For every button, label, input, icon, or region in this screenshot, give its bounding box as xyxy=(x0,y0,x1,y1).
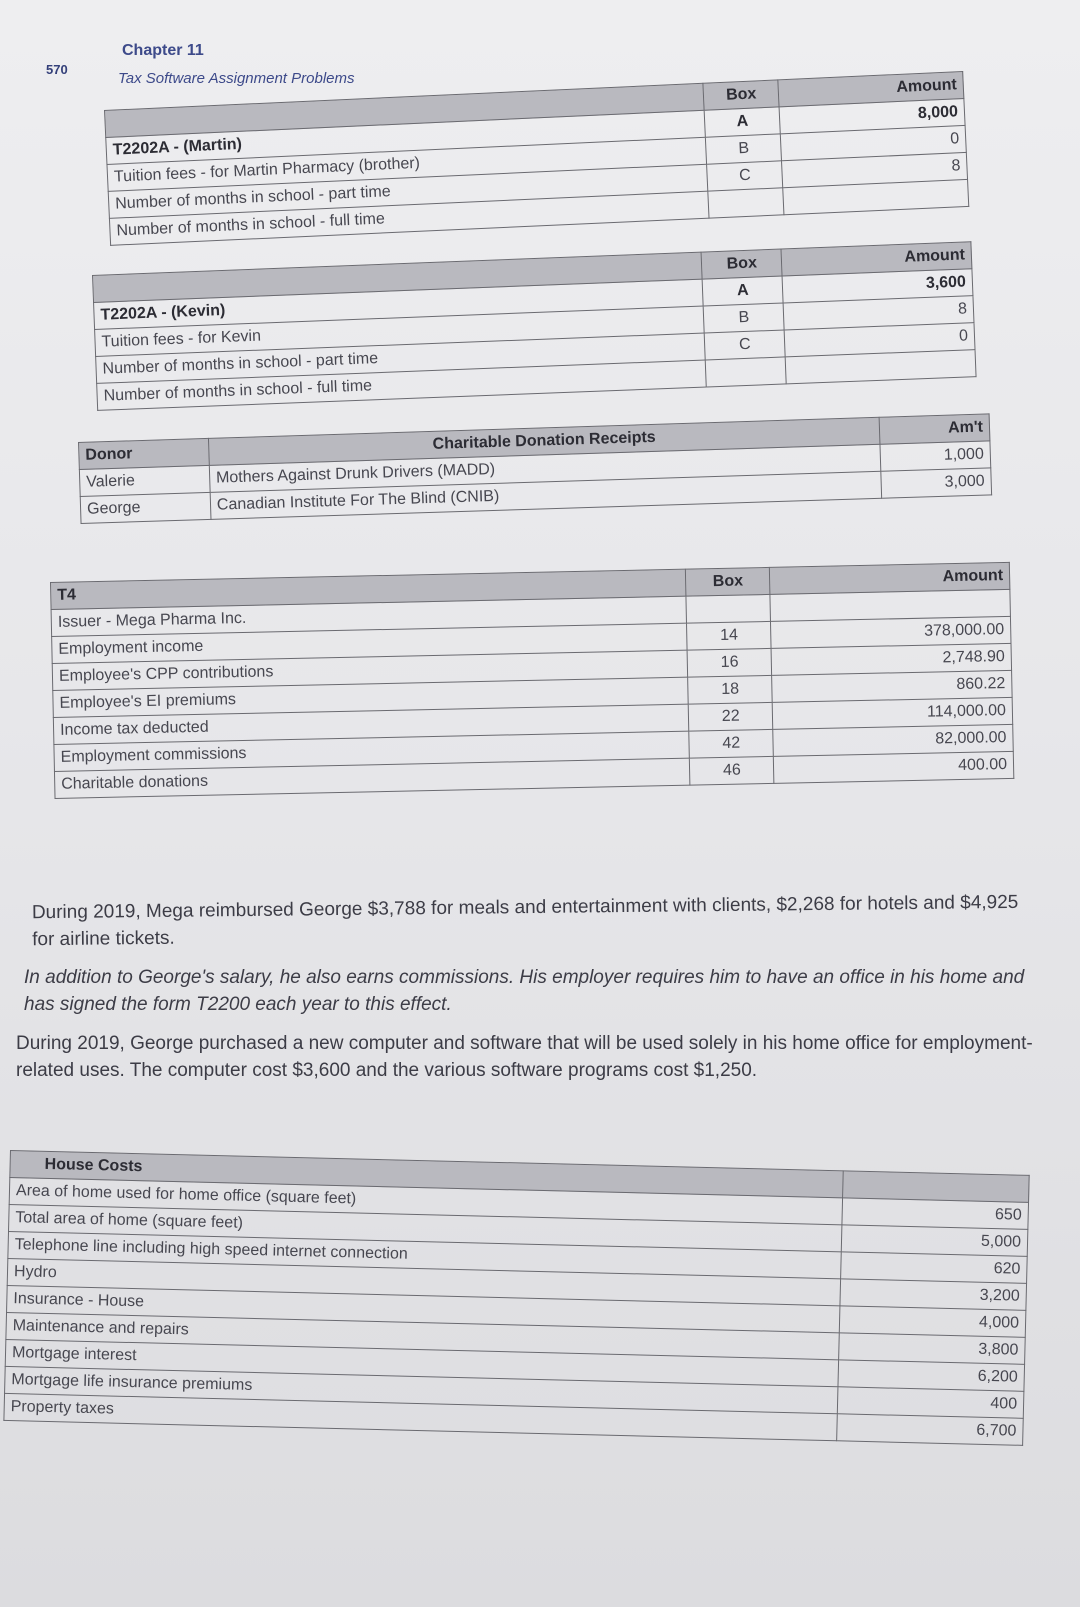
box-cell: B xyxy=(703,303,784,333)
donor-cell: Valerie xyxy=(79,465,210,496)
amount-cell: 0 xyxy=(781,125,967,160)
row-label: Tuition fees - for Kevin xyxy=(95,306,705,356)
paragraph-commissions: In addition to George's salary, he also earns commissions. His employer requires him to have an office in his home and has signed the form T2200 each year to this effect. xyxy=(24,967,1025,1015)
amount-cell: 3,000 xyxy=(881,468,992,498)
amount-cell: 0 xyxy=(784,323,975,357)
amount-cell: 4,000 xyxy=(840,1306,1026,1338)
organization-cell: Canadian Institute For The Blind (CNIB) xyxy=(210,471,882,519)
box-header: Box xyxy=(703,80,779,110)
amount-cell: 6,700 xyxy=(837,1414,1023,1446)
t4-table xyxy=(50,562,1014,799)
amount-cell: 8 xyxy=(783,296,974,330)
amount-cell: 114,000.00 xyxy=(772,697,1012,729)
page-number: 570 xyxy=(46,62,68,77)
issuer-cell: Issuer - Mega Pharma Inc. xyxy=(51,596,687,636)
amount-cell: 5,000 xyxy=(841,1225,1027,1257)
amount-cell: 400.00 xyxy=(774,751,1014,783)
amount-cell: 1,000 xyxy=(880,441,991,471)
donor-cell: George xyxy=(80,492,211,523)
row-label: Income tax deducted xyxy=(53,704,689,744)
t2202a-martin-table xyxy=(104,71,969,246)
box-cell: 16 xyxy=(687,648,771,677)
section-subtitle: Tax Software Assignment Problems xyxy=(118,70,355,87)
row-label: Insurance - House xyxy=(7,1285,841,1332)
t2202a-kevin-table xyxy=(92,241,977,411)
row-label: Mortgage life insurance premiums xyxy=(5,1366,839,1413)
organization-cell: Mothers Against Drunk Drivers (MADD) xyxy=(209,444,881,492)
box-header: Box xyxy=(686,567,770,596)
row-label: Property taxes xyxy=(4,1393,838,1440)
paragraph-computer-purchase: During 2019, George purchased a new computer and software that will be used solely in his home office for employment-related uses. The computer cost $3,600 and the various software programs cost $1,250. xyxy=(16,1033,1033,1081)
row-label: Maintenance and repairs xyxy=(6,1312,840,1359)
amount-cell: 3,200 xyxy=(840,1279,1026,1311)
box-cell: 14 xyxy=(687,621,771,650)
amount-cell: 82,000.00 xyxy=(773,724,1013,756)
row-label: Employee's CPP contributions xyxy=(52,650,688,690)
box-cell: 46 xyxy=(690,756,774,785)
box-cell: A xyxy=(704,107,780,137)
box-cell: 18 xyxy=(688,675,772,704)
amount-cell: 860.22 xyxy=(772,670,1012,702)
row-label: Number of months in school - part time xyxy=(108,164,708,218)
empty-cell xyxy=(706,357,787,387)
amount-cell: 6,200 xyxy=(838,1360,1024,1392)
amount-cell: 8,000 xyxy=(779,98,965,133)
amount-cell: 8 xyxy=(782,152,968,187)
row-label: Number of months in school - full time xyxy=(97,360,707,410)
house-costs-title: House Costs xyxy=(10,1151,844,1198)
chapter-title: Chapter 11 xyxy=(122,42,204,59)
amount-cell: 3,600 xyxy=(782,269,973,303)
row-label: Area of home used for home office (square feet) xyxy=(9,1178,843,1225)
amount-cell: 400 xyxy=(838,1387,1024,1419)
amount-header: Am't xyxy=(879,414,990,444)
row-label: Number of months in school - part time xyxy=(96,333,706,383)
row-label: Mortgage interest xyxy=(5,1339,839,1386)
amount-header: Amount xyxy=(778,72,964,107)
receipts-header: Charitable Donation Receipts xyxy=(208,417,880,465)
row-label: Employee's EI premiums xyxy=(53,677,689,717)
amount-cell: 3,800 xyxy=(839,1333,1025,1365)
table-title: T2202A - (Kevin) xyxy=(94,279,704,329)
house-costs-table xyxy=(3,1150,1029,1446)
amount-cell: 2,748.90 xyxy=(771,643,1011,675)
row-label: Tuition fees - for Martin Pharmacy (brother) xyxy=(107,137,707,191)
donor-header: Donor xyxy=(79,438,210,469)
empty-cell xyxy=(686,594,770,623)
amount-cell: 620 xyxy=(841,1252,1027,1284)
row-label: Hydro xyxy=(7,1258,841,1305)
empty-cell xyxy=(708,188,784,218)
paragraph-reimbursements: During 2019, Mega reimbursed George $3,788 for meals and entertainment with clients, $2,268 for hotels and $4,925 for airline tickets. xyxy=(31,891,1019,951)
row-label: Number of months in school - full time xyxy=(109,191,709,245)
amount-cell: 650 xyxy=(842,1198,1028,1230)
row-label: Total area of home (square feet) xyxy=(9,1204,843,1251)
amount-header: Amount xyxy=(781,242,972,276)
t4-title: T4 xyxy=(51,569,687,609)
row-label: Charitable donations xyxy=(54,758,690,798)
box-cell: C xyxy=(704,330,785,360)
row-label: Employment income xyxy=(52,623,688,663)
table-title: T2202A - (Martin) xyxy=(106,110,706,164)
box-cell: B xyxy=(706,134,782,164)
amount-header: Amount xyxy=(770,562,1010,594)
box-header: Box xyxy=(701,249,782,279)
amount-cell: 378,000.00 xyxy=(771,616,1011,648)
box-cell: 22 xyxy=(689,702,773,731)
box-cell: C xyxy=(707,161,783,191)
row-label: Telephone line including high speed internet connection xyxy=(8,1231,842,1278)
charitable-donations-table xyxy=(78,413,992,524)
box-cell: A xyxy=(702,276,783,306)
row-label: Employment commissions xyxy=(54,731,690,771)
box-cell: 42 xyxy=(689,729,773,758)
